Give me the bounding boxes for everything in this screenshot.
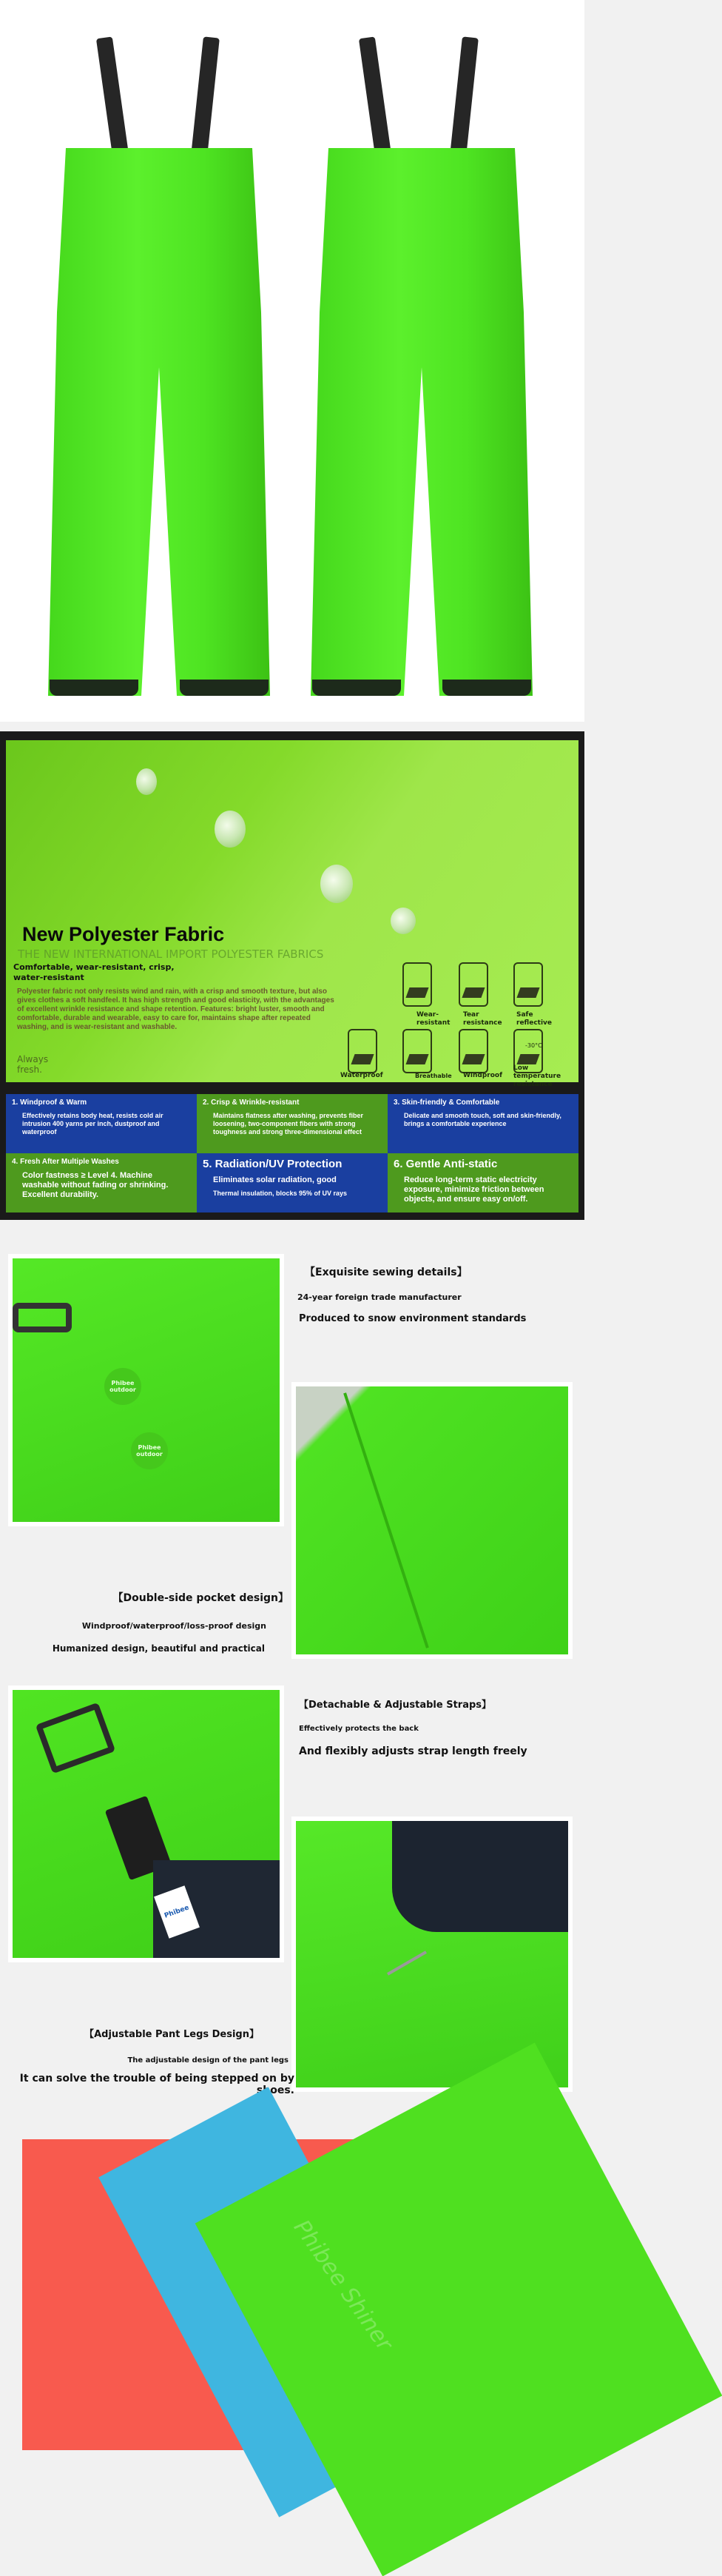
feature-title: 4. Fresh After Multiple Washes — [12, 1158, 119, 1166]
feature-text: Maintains flatness after washing, prevents fiber loosening, two-component fibers with strong toughness and strong three-dimensional effect — [213, 1112, 364, 1136]
fabric-subtitle: THE NEW INTERNATIONAL IMPORT POLYESTER FABRICS — [18, 947, 324, 961]
pocket-detail-photo — [296, 1386, 568, 1654]
inner-gaiter — [392, 1821, 568, 1932]
feature-text: Reduce long-term static electricity exposure, minimize friction between objects, and ensure easy on/off. — [404, 1175, 544, 1204]
pants-back-image — [311, 37, 533, 696]
embroidery-logo: Phibee Shiner — [288, 2215, 398, 2356]
fabric-closeup — [6, 740, 578, 1088]
icon-label: Windproof — [463, 1072, 503, 1079]
product-hero-photo — [0, 0, 584, 722]
waterproof-icon — [348, 1029, 377, 1073]
straps-line2: And flexibly adjusts strap length freely — [299, 1745, 527, 1757]
feature-title: 2. Crisp & Wrinkle-resistant — [203, 1099, 300, 1107]
feature-card — [197, 1094, 388, 1153]
snap-button: Phibee outdoor — [131, 1432, 168, 1469]
legs-line1: The adjustable design of the pant legs — [127, 2056, 289, 2065]
pocket-title: 【Double-side pocket design】 — [112, 1592, 289, 1604]
icon-label: Waterproof — [340, 1072, 383, 1079]
sewing-line1: 24-year foreign trade manufacturer — [297, 1292, 462, 1302]
sewing-title: 【Exquisite sewing details】 — [305, 1267, 468, 1278]
feature-text: Thermal insulation, blocks 95% of UV rays — [213, 1190, 348, 1197]
buckle — [13, 1303, 72, 1332]
fabric-title: New Polyester Fabric — [22, 923, 225, 945]
straps-title: 【Detachable & Adjustable Straps】 — [299, 1700, 492, 1711]
water-drop — [215, 811, 246, 848]
snap-button: Phibee outdoor — [104, 1368, 141, 1405]
safe-reflective-icon — [513, 962, 543, 1007]
feature-text: Effectively retains body heat, resists cold air intrusion 400 yarns per inch, dustproof and waterproof — [22, 1112, 163, 1136]
icon-label: Breathable — [415, 1073, 452, 1079]
temp-label: -30°C — [525, 1042, 542, 1049]
feature-text: Delicate and smooth touch, soft and skin-friendly, brings a comfortable experience — [404, 1112, 561, 1127]
legs-title: 【Adjustable Pant Legs Design】 — [84, 2029, 259, 2040]
icon-label: Low temperature resistance — [513, 1064, 561, 1088]
cuff — [50, 680, 138, 696]
feature-title: 1. Windproof & Warm — [12, 1099, 87, 1107]
feature-text: Color fastness ≥ Level 4. Machine washable without fading or shrinking. Excellent durability. — [22, 1171, 169, 1199]
breathable-icon — [402, 1029, 432, 1073]
pants-front-image — [48, 37, 270, 696]
seam — [343, 1392, 429, 1648]
legs-line2: It can solve the trouble of being stepped on by shoes. — [19, 2073, 294, 2096]
strap-detail-photo — [13, 1690, 280, 1958]
color-variants-photo — [22, 2139, 562, 2450]
reflective-strip — [387, 1951, 427, 1975]
feature-card — [388, 1094, 578, 1153]
windproof-icon — [459, 1029, 488, 1073]
feature-card — [6, 1094, 197, 1153]
cuff — [312, 680, 401, 696]
water-drop — [136, 768, 157, 795]
strap-buckle — [36, 1703, 116, 1774]
icon-label: Wear-resistant — [416, 1011, 451, 1027]
feature-card — [388, 1153, 578, 1212]
fabric-tagline: Comfortable, wear-resistant, crisp, water-resistant — [13, 962, 175, 982]
brand-tag: Phibee — [154, 1885, 200, 1938]
pants-body — [48, 148, 270, 696]
pocket-line1: Windproof/waterproof/loss-proof design — [81, 1621, 266, 1631]
feature-title: 6. Gentle Anti-static — [394, 1158, 498, 1170]
always-fresh: Always fresh. — [17, 1054, 49, 1075]
sewing-line2: Produced to snow environment standards — [299, 1313, 527, 1324]
feature-grid — [6, 1094, 578, 1212]
icon-label: Tear resistance — [463, 1011, 502, 1027]
feature-card — [6, 1153, 197, 1212]
water-drop — [320, 865, 353, 903]
tear-resistance-icon — [459, 962, 488, 1007]
feature-text: Eliminates solar radiation, good — [213, 1175, 337, 1184]
feature-card — [197, 1153, 388, 1212]
cuff — [442, 680, 531, 696]
straps-line1: Effectively protects the back — [299, 1725, 419, 1733]
fabric-description: Polyester fabric not only resists wind and rain, with a crisp and smooth texture, but also gives clothes a soft handfeel. It has high strength and good elasticity, with the advantages of excellent wrinkle resistance and shape retention. Features: bright luster, smooth and comfortable, durable and wearable, easy to care for, maintains shape after repeated washing, and is wear-resistant and washable. — [17, 987, 334, 1031]
pocket-line2: Humanized design, beautiful and practical — [52, 1643, 265, 1654]
feature-title: 3. Skin-friendly & Comfortable — [394, 1099, 500, 1107]
sewing-detail-photo — [13, 1258, 280, 1522]
fabric-section — [0, 731, 584, 1220]
wear-resistant-icon — [402, 962, 432, 1007]
feature-title: 5. Radiation/UV Protection — [203, 1158, 343, 1170]
cuff — [180, 680, 269, 696]
pants-body — [311, 148, 533, 696]
icon-label: Safe reflective — [516, 1011, 553, 1027]
